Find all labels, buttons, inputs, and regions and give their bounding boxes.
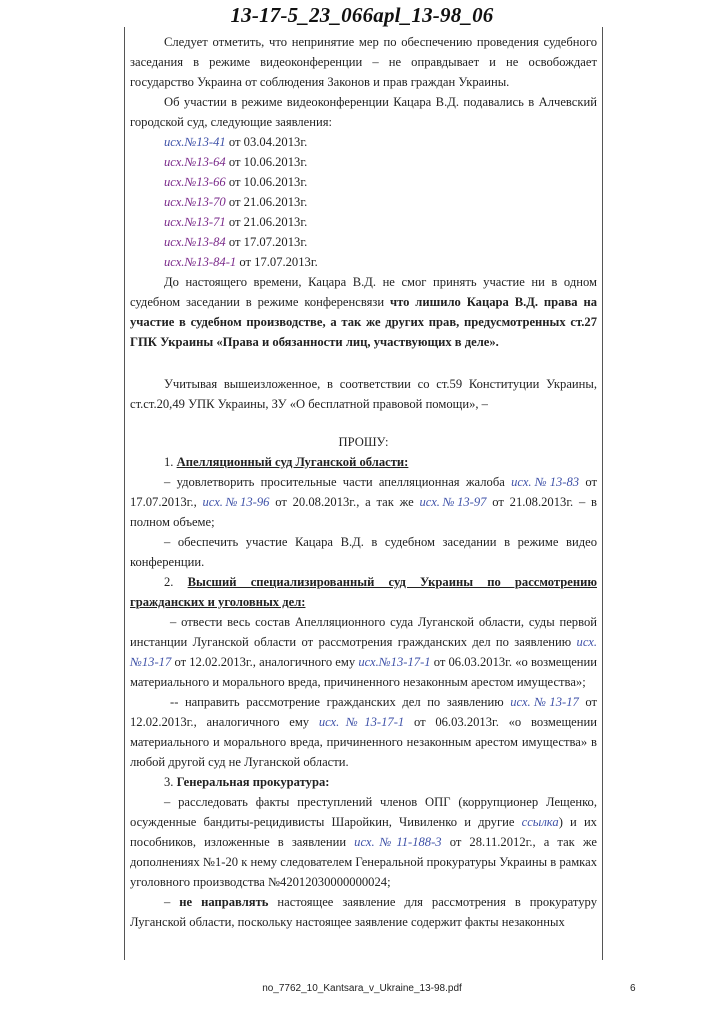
paragraph-3: До настоящего времени, Кацара В.Д. не смог принять участие ни в одном судебном заседании в режиме конференсвязи что лишило Кацара В.Д. права на участие в судебном производстве, а так же других прав, предусмотренных ст.27 ГПК Украины «Права и обязанности лиц, участвующих в деле». — [130, 275, 597, 349]
list-item: исх.№13-70 от 21.06.2013г. — [164, 195, 308, 209]
list-item: исх.№13-84-1 от 17.07.2013г. — [164, 255, 318, 269]
reference-link[interactable]: исх.№11-188-3 — [354, 835, 442, 849]
document-header-title: 13-17-5_23_066apl_13-98_06 — [230, 3, 494, 27]
footer-filename: no_7762_10_Kantsara_v_Ukraine_13-98.pdf — [262, 983, 462, 994]
reference-link[interactable]: исх.№13-84-1 — [164, 255, 237, 269]
reference-link[interactable]: исх.№13-70 — [164, 195, 226, 209]
list-item: исх.№13-84 от 17.07.2013г. — [164, 235, 308, 249]
reference-link[interactable]: исх.№13-64 — [164, 155, 226, 169]
section-2-item-b: -- направить рассмотрение гражданских дел по заявлению исх.№13-17 от 12.02.2013г., аналогичного ему исх.№13-17-1 от 06.03.2013г. «о возмещении материального и морального вреда, причиненного незаконным арестом имущества» в любой другой суд не Луганской области. — [130, 695, 597, 769]
reference-link[interactable]: исх.№13-17-1 — [318, 715, 405, 729]
reference-link[interactable]: исх.№13-83 — [511, 475, 580, 489]
list-item: исх.№13-66 от 10.06.2013г. — [164, 175, 308, 189]
section-1-item-b: – обеспечить участие Кацара В.Д. в судебном заседании в режиме видео конференции. — [130, 535, 597, 569]
paragraph-4: Учитывая вышеизложенное, в соответствии со ст.59 Конституции Украины, ст.ст.20,49 УПК Украины, ЗУ «О бесплатной правовой помощи», – — [130, 377, 597, 411]
section-1-item-a: – удовлетворить просительные части апелляционная жалоба исх.№13-83 от 17.07.2013г., исх.№13-96 от 20.08.2013г., а так же исх.№13-97 от 21.08.2013г. – в полном объеме; — [130, 475, 597, 529]
reference-link[interactable]: исх.№13-17-1 — [358, 655, 431, 669]
reference-link[interactable]: исх.№13-97 — [419, 495, 487, 509]
section-3-heading: 3. Генеральная прокуратура: — [164, 775, 330, 789]
source-link[interactable]: ссылка — [521, 815, 559, 829]
section-3-item-b: – не направлять настоящее заявление для рассмотрения в прокуратуру Луганской области, поскольку настоящее заявление содержит факты незаконных — [130, 895, 597, 929]
footer-page-number: 6 — [630, 983, 636, 994]
section-2-item-a: – отвести весь состав Апелляционного суда Луганской области, суды первой инстанции Луганской области от рассмотрения гражданских дел по заявлению исх.№13-17 от 12.02.2013г., аналогичного ему исх.№13-17-1 от 06.03.2013г. «о возмещении материального и морального вреда, причиненного незаконным арестом имущества»; — [130, 615, 598, 689]
left-margin-rule — [124, 27, 125, 960]
spacer — [130, 414, 597, 432]
reference-link[interactable]: исх.№13-41 — [164, 135, 226, 149]
right-margin-rule — [602, 27, 603, 960]
reference-link[interactable]: исх.№13-71 — [164, 215, 226, 229]
spacer — [130, 352, 597, 374]
paragraph-1: Следует отметить, что непринятие мер по обеспечению проведения судебного заседания в режиме видеоконференции – не оправдывает и не освобождает государство Украина от соблюдения Законов и прав граждан Украины. — [130, 35, 597, 89]
section-2-heading: 2. Высший специализированный суд Украины по рассмотрению гражданских и уголовных дел: — [130, 575, 597, 609]
list-item: исх.№13-41 от 03.04.2013г. — [164, 135, 308, 149]
paragraph-2: Об участии в режиме видеоконференции Кацара В.Д. подавались в Алчевский городской суд, следующие заявления: — [130, 95, 597, 129]
reference-link[interactable]: исх.№13-17 — [510, 695, 579, 709]
applications-list — [130, 132, 597, 272]
reference-link[interactable]: исх.№13-66 — [164, 175, 226, 189]
document-body — [130, 32, 597, 932]
list-item: исх.№13-71 от 21.06.2013г. — [164, 215, 308, 229]
request-heading: ПРОШУ: — [338, 435, 389, 449]
reference-link[interactable]: исх.№13-84 — [164, 235, 226, 249]
reference-link[interactable]: исх.№13-17 — [130, 635, 597, 669]
reference-link[interactable]: исх.№13-96 — [202, 495, 270, 509]
section-1-heading: 1. Апелляционный суд Луганской области: — [164, 455, 409, 469]
list-item: исх.№13-64 от 10.06.2013г. — [164, 155, 308, 169]
section-3-item-a: – расследовать факты преступлений членов ОПГ (коррупционер Лещенко, осужденные бандиты-рецидивисты Шаройкин, Чивиленко и другие ссылка) и их пособников, изложенные в заявлении исх.№11-188-3 от 28.11.2012г., а так же дополнениях №1-20 к нему следователем Генеральной прокуратуры Украины в рамках уголовного производства №42012030000000024; — [130, 795, 597, 889]
